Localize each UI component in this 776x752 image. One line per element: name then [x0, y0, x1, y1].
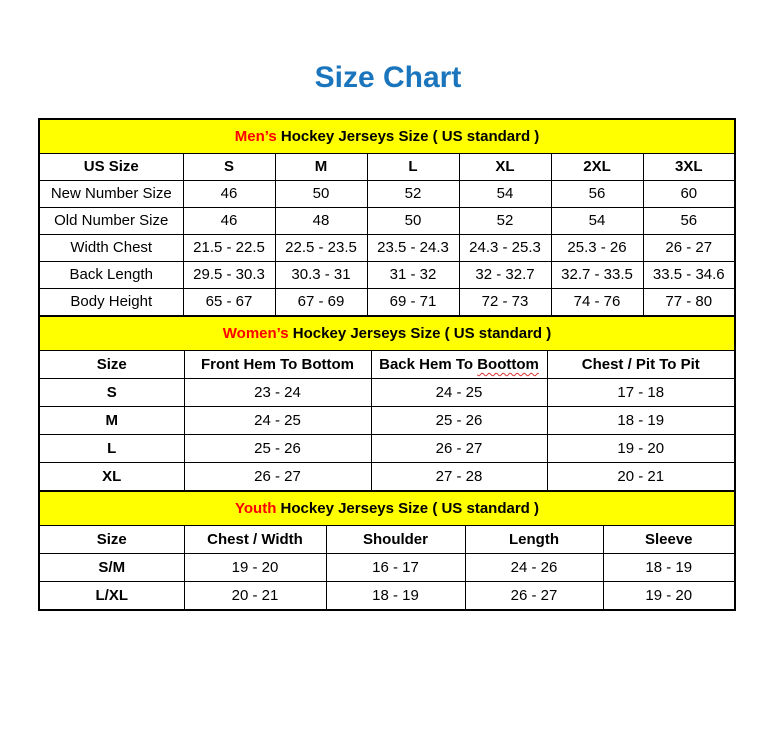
table-cell: 24 - 25 — [371, 379, 547, 407]
table-cell: 25 - 26 — [184, 435, 371, 463]
table-cell: 25.3 - 26 — [551, 235, 643, 262]
table-cell: 52 — [459, 208, 551, 235]
table-row — [39, 262, 735, 289]
table-cell: 24.3 - 25.3 — [459, 235, 551, 262]
womens-section-title-highlight: Women’s — [222, 324, 289, 342]
size-label: L — [39, 435, 184, 463]
table-cell: 18 - 19 — [603, 554, 735, 582]
table-cell: 16 - 17 — [326, 554, 465, 582]
mens-section-title-rest: Hockey Jerseys Size ( US standard ) — [276, 127, 540, 145]
table-cell: 32 - 32.7 — [459, 262, 551, 289]
table-cell: 48 — [275, 208, 367, 235]
table-cell: 52 — [367, 181, 459, 208]
table-row — [39, 407, 735, 435]
back-hem-prefix: Back Hem To — [379, 355, 478, 373]
womens-size-table — [38, 315, 736, 492]
table-cell: 32.7 - 33.5 — [551, 262, 643, 289]
back-hem-misspelled-word: Boottom — [477, 355, 539, 373]
mens-column-header-row — [39, 154, 735, 181]
page-title: Size Chart — [314, 61, 462, 94]
table-cell: 18 - 19 — [326, 582, 465, 611]
table-cell: 29.5 - 30.3 — [183, 262, 275, 289]
column-header: 2XL — [551, 154, 643, 181]
table-row — [39, 208, 735, 235]
table-cell: 26 - 27 — [643, 235, 735, 262]
table-cell: 50 — [275, 181, 367, 208]
womens-section-title-rest: Hockey Jerseys Size ( US standard ) — [288, 324, 552, 342]
table-cell: 50 — [367, 208, 459, 235]
table-cell: 31 - 32 — [367, 262, 459, 289]
mens-section-title — [39, 119, 735, 154]
column-header: Chest / Pit To Pit — [547, 351, 735, 379]
table-row — [39, 181, 735, 208]
table-cell: 30.3 - 31 — [275, 262, 367, 289]
column-header: Chest / Width — [184, 526, 326, 554]
column-header: Shoulder — [326, 526, 465, 554]
table-row — [39, 289, 735, 317]
table-cell: 24 - 26 — [465, 554, 603, 582]
mens-section-title-highlight: Men’s — [234, 127, 277, 145]
table-cell: 56 — [551, 181, 643, 208]
table-cell: 19 - 20 — [547, 435, 735, 463]
table-cell: 27 - 28 — [371, 463, 547, 492]
table-cell: 74 - 76 — [551, 289, 643, 317]
size-chart-document — [0, 60, 776, 611]
table-cell: 46 — [183, 208, 275, 235]
table-cell: 26 - 27 — [465, 582, 603, 611]
column-header: US Size — [39, 154, 183, 181]
table-cell: 69 - 71 — [367, 289, 459, 317]
column-header: Sleeve — [603, 526, 735, 554]
column-header: Size — [39, 351, 184, 379]
table-cell: 18 - 19 — [547, 407, 735, 435]
womens-section-title — [39, 316, 735, 351]
youth-column-header-row — [39, 526, 735, 554]
table-row — [39, 463, 735, 492]
table-row — [39, 582, 735, 611]
table-cell: 21.5 - 22.5 — [183, 235, 275, 262]
table-cell: 54 — [551, 208, 643, 235]
youth-section-title-highlight: Youth — [235, 499, 277, 517]
table-cell: 20 - 21 — [547, 463, 735, 492]
youth-section-band — [39, 491, 735, 526]
row-label: Back Length — [39, 262, 183, 289]
size-label: S/M — [39, 554, 184, 582]
table-cell: 24 - 25 — [184, 407, 371, 435]
table-row — [39, 235, 735, 262]
table-cell: 19 - 20 — [184, 554, 326, 582]
column-header: M — [275, 154, 367, 181]
table-row — [39, 554, 735, 582]
womens-column-header-row — [39, 351, 735, 379]
column-header: Length — [465, 526, 603, 554]
youth-section-title — [39, 491, 735, 526]
column-header: Front Hem To Bottom — [184, 351, 371, 379]
column-header: S — [183, 154, 275, 181]
table-cell: 54 — [459, 181, 551, 208]
row-label: New Number Size — [39, 181, 183, 208]
table-cell: 25 - 26 — [371, 407, 547, 435]
size-chart-tables — [38, 118, 734, 611]
table-cell: 22.5 - 23.5 — [275, 235, 367, 262]
column-header: L — [367, 154, 459, 181]
table-cell: 65 - 67 — [183, 289, 275, 317]
table-cell: 26 - 27 — [184, 463, 371, 492]
column-header: 3XL — [643, 154, 735, 181]
size-label: S — [39, 379, 184, 407]
column-header-back-hem — [371, 351, 547, 379]
size-label: XL — [39, 463, 184, 492]
table-row — [39, 435, 735, 463]
mens-section-band — [39, 119, 735, 154]
table-cell: 33.5 - 34.6 — [643, 262, 735, 289]
column-header: Size — [39, 526, 184, 554]
youth-section-title-rest: Hockey Jerseys Size ( US standard ) — [276, 499, 539, 517]
table-cell: 26 - 27 — [371, 435, 547, 463]
table-cell: 17 - 18 — [547, 379, 735, 407]
table-row — [39, 379, 735, 407]
row-label: Width Chest — [39, 235, 183, 262]
row-label: Old Number Size — [39, 208, 183, 235]
youth-size-table — [38, 490, 736, 611]
column-header: XL — [459, 154, 551, 181]
mens-size-table — [38, 118, 736, 317]
table-cell: 77 - 80 — [643, 289, 735, 317]
table-cell: 72 - 73 — [459, 289, 551, 317]
size-label: L/XL — [39, 582, 184, 611]
table-cell: 60 — [643, 181, 735, 208]
table-cell: 56 — [643, 208, 735, 235]
table-cell: 23.5 - 24.3 — [367, 235, 459, 262]
row-label: Body Height — [39, 289, 183, 317]
womens-section-band — [39, 316, 735, 351]
table-cell: 19 - 20 — [603, 582, 735, 611]
table-cell: 23 - 24 — [184, 379, 371, 407]
table-cell: 20 - 21 — [184, 582, 326, 611]
table-cell: 67 - 69 — [275, 289, 367, 317]
table-cell: 46 — [183, 181, 275, 208]
size-label: M — [39, 407, 184, 435]
